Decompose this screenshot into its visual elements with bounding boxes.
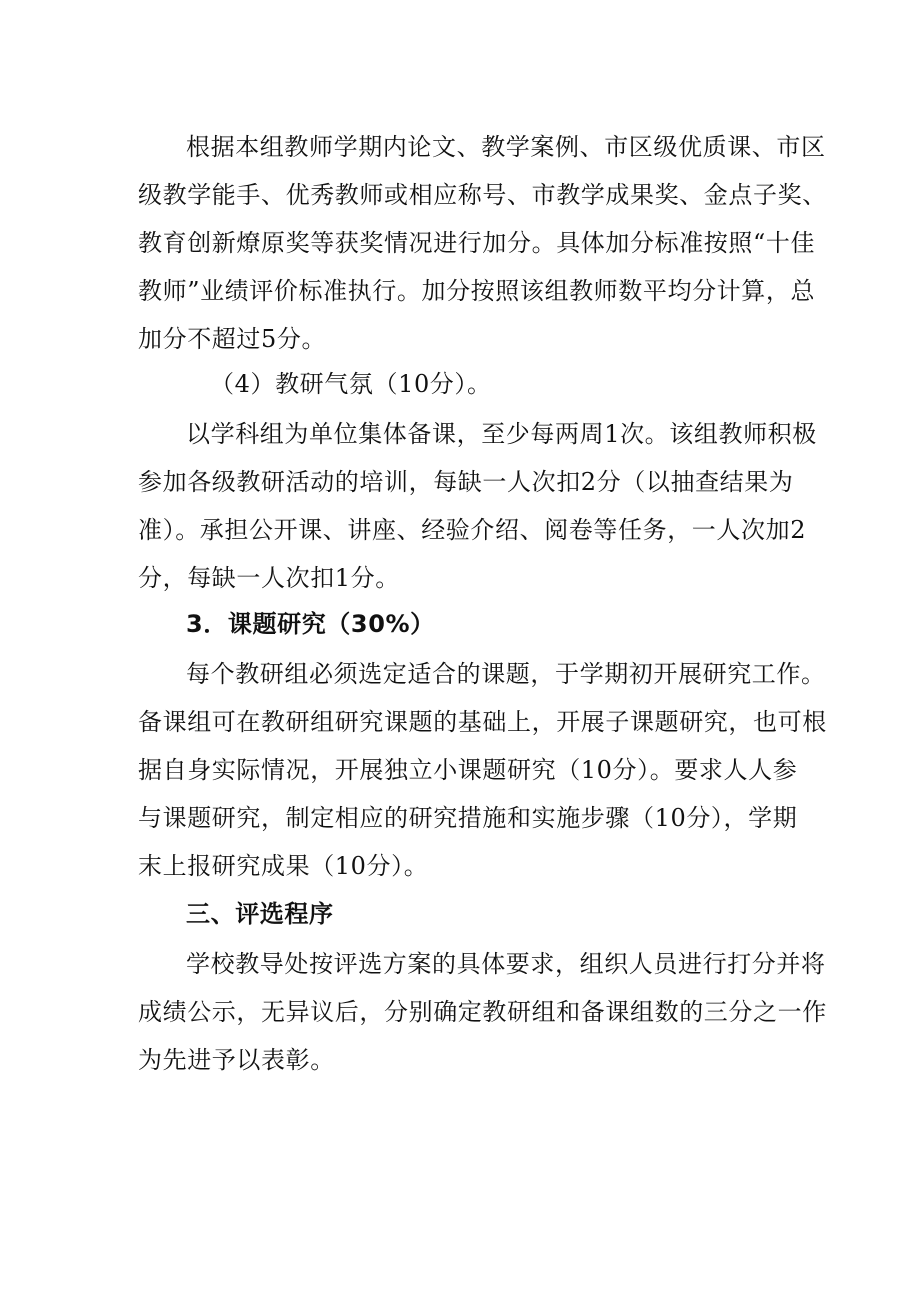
paragraph-topic-research xyxy=(138,650,827,890)
text-line: 准）。承担公开课、讲座、经验介绍、阅卷等任务，一人次加2 xyxy=(138,516,807,544)
text-line: 教育创新燎原奖等获奖情况进行加分。具体加分标准按照“十佳 xyxy=(138,229,816,257)
text-line: 学校教导处按评选方案的具体要求，组织人员进行打分并将 xyxy=(186,950,826,978)
subheading-topic-research xyxy=(138,600,798,648)
text-line: 备课组可在教研组研究课题的基础上，开展子课题研究，也可根 xyxy=(138,708,827,736)
text-line: 末上报研究成果（10分）。 xyxy=(138,852,429,880)
text-line: 每个教研组必须选定适合的课题，于学期初开展研究工作。 xyxy=(186,660,826,688)
paragraph-bonus-criteria xyxy=(138,123,827,363)
text-line: 3．课题研究（30%） xyxy=(186,610,435,638)
paragraph-selection-procedure xyxy=(138,940,827,1084)
text-line: 教师”业绩评价标准执行。加分按照该组教师数平均分计算，总 xyxy=(138,277,816,305)
text-line: 加分不超过5分。 xyxy=(138,325,327,353)
text-line: （4）教研气氛（10分）。 xyxy=(210,370,492,398)
text-line: 级教学能手、优秀教师或相应称号、市教学成果奖、金点子奖、 xyxy=(138,181,827,209)
text-line: 三、评选程序 xyxy=(186,900,334,928)
text-line: 以学科组为单位集体备课，至少每两周1次。该组教师积极 xyxy=(186,420,817,448)
subheading-research-atmosphere xyxy=(138,360,798,408)
text-line: 与课题研究，制定相应的研究措施和实施步骤（10分），学期 xyxy=(138,804,798,832)
section-heading-selection-procedure xyxy=(138,890,798,938)
text-line: 据自身实际情况，开展独立小课题研究（10分）。要求人人参 xyxy=(138,756,798,784)
text-line: 参加各级教研活动的培训，每缺一人次扣2分（以抽查结果为 xyxy=(138,468,794,496)
text-line: 根据本组教师学期内论文、教学案例、市区级优质课、市区 xyxy=(186,133,826,161)
text-line: 成绩公示，无异议后，分别确定教研组和备课组数的三分之一作 xyxy=(138,998,827,1026)
text-line: 分，每缺一人次扣1分。 xyxy=(138,564,400,592)
paragraph-lesson-prep xyxy=(138,410,817,602)
text-line: 为先进予以表彰。 xyxy=(138,1046,335,1074)
